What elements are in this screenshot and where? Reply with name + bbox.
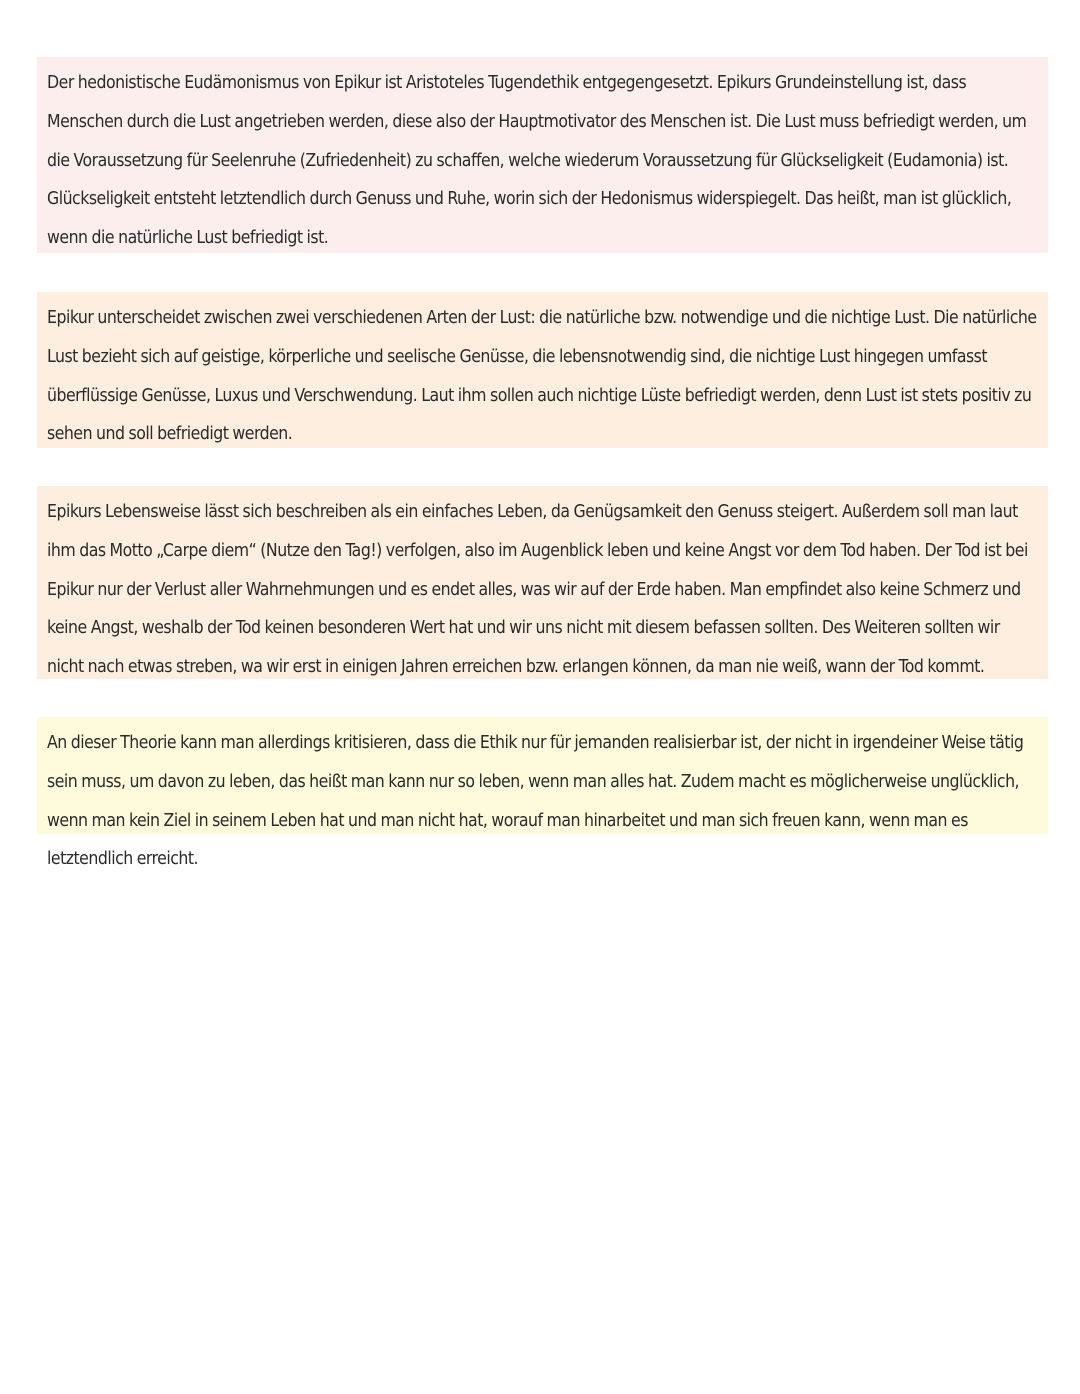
paragraph-text: Der hedonistische Eudämonismus von Epikur ist Aristoteles Tugendethik entgegengesetzt. Epikurs Grundeinstellung ist, dass Menschen durch die Lust angetrieben werden, diese also der Hauptmotivator des Menschen ist. Die Lust muss befriedigt werden, um die Voraussetzung für Seelenruhe (Zufriedenheit) zu schaffen, welche wiederum Voraussetzung für Glückseligkeit (Eudamonia) ist. Glückseligkeit entsteht letztendlich durch Genuss und Ruhe, worin sich der Hedonismus widerspiegelt. Das heißt, man ist glücklich, wenn die natürliche Lust befriedigt ist. <box>47 73 1027 249</box>
paragraph-critique <box>37 717 1048 870</box>
paragraph-types-of-pleasure <box>37 292 1048 448</box>
paragraph-text: Epikur unterscheidet zwischen zwei verschiedenen Arten der Lust: die natürliche bzw. notwendige und die nichtige Lust. Die natürliche Lust bezieht sich auf geistige, körperliche und seelische Genüsse, die lebensnotwendig sind, die nichtige Lust hingegen umfasst überflüssige Genüsse, Luxus und Verschwendung. Laut ihm sollen auch nichtige Lüste befriedigt werden, denn Lust ist stets positiv zu sehen und soll befriedigt werden. <box>47 308 1037 445</box>
paragraph-text: Epikurs Lebensweise lässt sich beschreiben als ein einfaches Leben, da Genügsamkeit den Genuss steigert. Außerdem soll man laut ihm das Motto „Carpe diem“ (Nutze den Tag!) verfolgen, also im Augenblick leben und keine Angst vor dem Tod haben. Der Tod ist bei Epikur nur der Verlust aller Wahrnehmungen und es endet alles, was wir auf der Erde haben. Man empfindet also keine Schmerz und keine Angst, weshalb der Tod keinen besonderen Wert hat und wir uns nicht mit diesem befassen sollten. Des Weiteren sollten wir nicht nach etwas streben, wa wir erst in einigen Jahren erreichen bzw. erlangen können, da man nie weiß, wann der Tod kommt. <box>47 502 1028 678</box>
paragraph-text: An dieser Theorie kann man allerdings kritisieren, dass die Ethik nur für jemanden realisierbar ist, der nicht in irgendeiner Weise tätig sein muss, um davon zu leben, das heißt man kann nur so leben, wenn man alles hat. Zudem macht es möglicherweise unglücklich, wenn man kein Ziel in seinem Leben hat und man nicht hat, worauf man hinarbeitet und man sich freuen kann, wenn man es letztendlich erreicht. <box>47 733 1024 870</box>
paragraph-way-of-life <box>37 486 1048 679</box>
paragraph-hedonism-intro <box>37 57 1048 253</box>
